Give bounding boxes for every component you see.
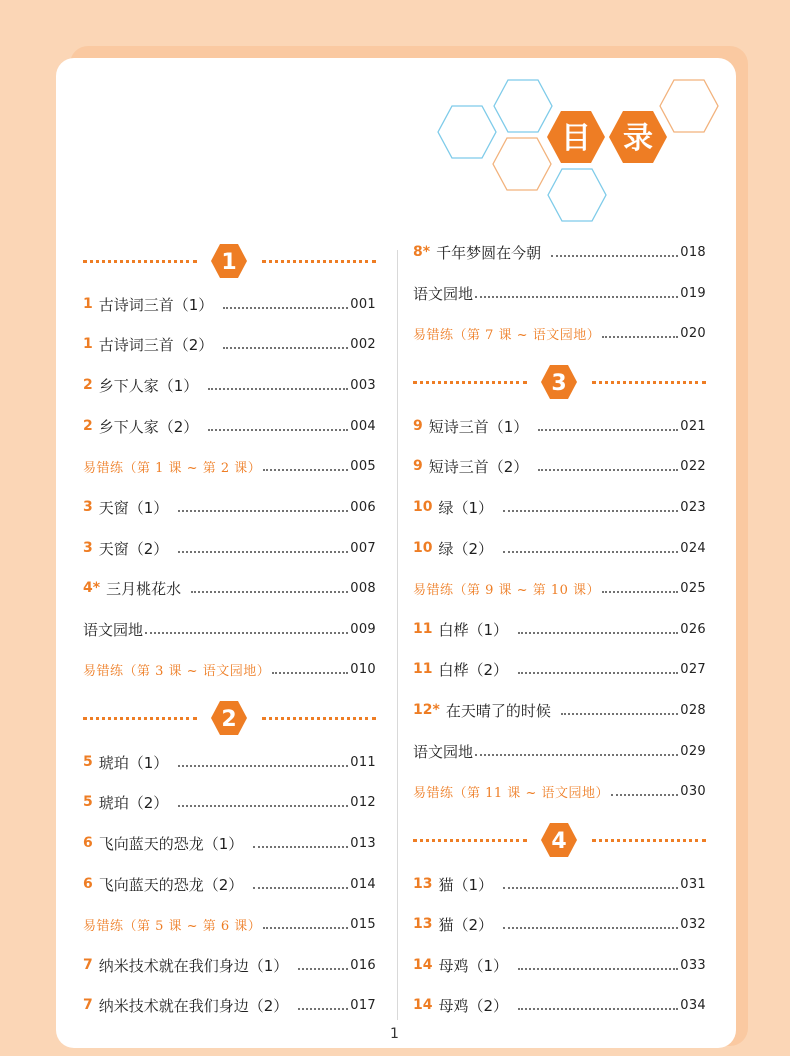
- lesson-title: 三月桃花水: [106, 579, 182, 598]
- lesson-title: 千年梦圆在今朝: [436, 243, 542, 262]
- toc-entry[interactable]: [83, 993, 376, 1017]
- page-number: 014: [350, 876, 376, 892]
- page-number: 022: [680, 458, 706, 474]
- page-number: 023: [680, 499, 706, 515]
- practice-title: 易错练（第 3 课 ~ 语文园地）: [83, 663, 271, 679]
- toc-entry[interactable]: [83, 617, 376, 641]
- toc-entry[interactable]: [83, 536, 376, 560]
- leader-dots: [518, 996, 678, 1010]
- hex-outline-icon: [548, 169, 606, 221]
- column-divider: [397, 250, 398, 1020]
- page-number: 019: [680, 285, 706, 301]
- page-number: 011: [350, 754, 376, 770]
- lesson-number: 7: [83, 997, 93, 1013]
- unit-badge: [541, 362, 577, 402]
- lesson-number: 5: [83, 754, 93, 770]
- lesson-title: 古诗词三首（2）: [98, 335, 214, 354]
- leader-dots: [272, 660, 348, 674]
- hex-outline-icon: [494, 80, 552, 132]
- toc-practice-entry[interactable]: [83, 454, 376, 478]
- lesson-number: 10: [413, 499, 433, 515]
- leader-dots: [518, 620, 678, 634]
- hex-outline-icon: [438, 106, 496, 158]
- lesson-title: 母鸡（2）: [438, 996, 509, 1015]
- page-number: 025: [680, 580, 706, 596]
- lesson-title: 纳米技术就在我们身边（2）: [98, 996, 289, 1015]
- page-number: 002: [350, 336, 376, 352]
- lesson-number: 11: [413, 661, 433, 677]
- leader-dots: [178, 753, 348, 767]
- page-number: 004: [350, 418, 376, 434]
- leader-dots: [503, 875, 678, 889]
- leader-dots: [538, 417, 678, 431]
- lesson-number: 6: [83, 876, 93, 892]
- lesson-title: 琥珀（1）: [98, 753, 169, 772]
- lesson-number: 5: [83, 794, 93, 810]
- leader-dots: [263, 457, 348, 471]
- leader-dots: [223, 295, 348, 309]
- page-number: 015: [350, 916, 376, 932]
- unit-divider-line: [592, 839, 706, 842]
- page-number: 034: [680, 997, 706, 1013]
- lesson-number: 2: [83, 377, 93, 393]
- leader-dots: [263, 915, 348, 929]
- unit-number: 3: [551, 371, 567, 396]
- lesson-title: 在天晴了的时候: [445, 701, 551, 720]
- lesson-number: 11: [413, 621, 433, 637]
- toc-entry[interactable]: [83, 750, 376, 774]
- toc-practice-entry[interactable]: [83, 912, 376, 936]
- lesson-number: 14: [413, 997, 433, 1013]
- practice-title: 易错练（第 11 课 ~ 语文园地）: [413, 785, 609, 801]
- leader-dots: [518, 660, 678, 674]
- leader-dots: [178, 793, 348, 807]
- page-number: 033: [680, 957, 706, 973]
- page-number: 007: [350, 540, 376, 556]
- lesson-title: 白桦（1）: [438, 620, 509, 639]
- lesson-title: 琥珀（2）: [98, 793, 169, 812]
- footer-page-number: 1: [390, 1026, 399, 1042]
- hex-outline-icon: [493, 138, 551, 190]
- unit-divider-line: [592, 381, 706, 384]
- toc-entry[interactable]: [83, 831, 376, 855]
- lesson-number: 9: [413, 418, 423, 434]
- lesson-title: 乡下人家（2）: [98, 417, 199, 436]
- lesson-title: 纳米技术就在我们身边（1）: [98, 956, 289, 975]
- lesson-title: 短诗三首（1）: [428, 417, 529, 436]
- leader-dots: [561, 701, 678, 715]
- leader-dots: [551, 243, 678, 257]
- unit-badge: [211, 241, 247, 281]
- lesson-title: 绿（1）: [438, 498, 494, 517]
- toc-entry[interactable]: [83, 576, 376, 600]
- toc-entry[interactable]: [413, 536, 706, 560]
- page-number: 028: [680, 702, 706, 718]
- page-number: 012: [350, 794, 376, 810]
- leader-dots: [145, 620, 348, 634]
- unit-divider-line: [413, 839, 527, 842]
- unit-header-1: [83, 241, 376, 281]
- toc-entry[interactable]: [83, 292, 376, 316]
- leader-dots: [298, 956, 348, 970]
- leader-dots: [518, 956, 678, 970]
- leader-dots: [602, 324, 678, 338]
- toc-entry[interactable]: [413, 657, 706, 681]
- lesson-number: 14: [413, 957, 433, 973]
- leader-dots: [298, 996, 348, 1010]
- leader-dots: [602, 579, 678, 593]
- leader-dots: [223, 335, 348, 349]
- toc-entry[interactable]: [413, 617, 706, 641]
- toc-entry[interactable]: [413, 454, 706, 478]
- lesson-number: 7: [83, 957, 93, 973]
- page-number: 031: [680, 876, 706, 892]
- toc-entry[interactable]: [413, 414, 706, 438]
- lesson-number: 1: [83, 336, 93, 352]
- lesson-number: 10: [413, 540, 433, 556]
- practice-title: 易错练（第 5 课 ~ 第 6 课）: [83, 918, 262, 934]
- practice-title: 易错练（第 1 课 ~ 第 2 课）: [83, 460, 262, 476]
- unit-divider-line: [83, 260, 197, 263]
- page-number: 008: [350, 580, 376, 596]
- unit-divider-line: [262, 717, 376, 720]
- page-number: 016: [350, 957, 376, 973]
- unit-divider-line: [262, 260, 376, 263]
- page-number: 027: [680, 661, 706, 677]
- toc-entry[interactable]: [83, 332, 376, 356]
- page-number: 020: [680, 325, 706, 341]
- lesson-number: 3: [83, 540, 93, 556]
- toc-entry[interactable]: [413, 240, 706, 264]
- lesson-title: 白桦（2）: [438, 660, 509, 679]
- toc-entry[interactable]: [83, 953, 376, 977]
- unit-badge: [541, 820, 577, 860]
- toc-practice-entry[interactable]: [413, 779, 706, 803]
- lesson-number: 2: [83, 418, 93, 434]
- toc-practice-entry[interactable]: [413, 321, 706, 345]
- lesson-title: 飞向蓝天的恐龙（1）: [98, 834, 244, 853]
- toc-entry[interactable]: [413, 953, 706, 977]
- title-char-2: 录: [623, 121, 653, 156]
- leader-dots: [538, 457, 678, 471]
- lesson-title: 语文园地: [83, 620, 144, 639]
- toc-entry[interactable]: [413, 495, 706, 519]
- page-number: 029: [680, 743, 706, 759]
- lesson-title: 乡下人家（1）: [98, 376, 199, 395]
- leader-dots: [475, 742, 678, 756]
- toc-practice-entry[interactable]: [413, 576, 706, 600]
- header-hexagon-decoration: [0, 0, 790, 260]
- page-number: 003: [350, 377, 376, 393]
- unit-number: 1: [221, 250, 237, 275]
- lesson-title: 猫（1）: [438, 875, 494, 894]
- lesson-title: 短诗三首（2）: [428, 457, 529, 476]
- page-number: 010: [350, 661, 376, 677]
- lesson-number: 6: [83, 835, 93, 851]
- page-number: 021: [680, 418, 706, 434]
- leader-dots: [178, 498, 348, 512]
- leader-dots: [208, 376, 348, 390]
- unit-number: 4: [551, 829, 567, 854]
- toc-entry[interactable]: [413, 872, 706, 896]
- lesson-title: 天窗（2）: [98, 539, 169, 558]
- lesson-title: 天窗（1）: [98, 498, 169, 517]
- lesson-title: 飞向蓝天的恐龙（2）: [98, 875, 244, 894]
- lesson-number: 9: [413, 458, 423, 474]
- page-number: 005: [350, 458, 376, 474]
- lesson-title: 猫（2）: [438, 915, 494, 934]
- unit-badge: [211, 698, 247, 738]
- lesson-number: 13: [413, 916, 433, 932]
- lesson-title: 古诗词三首（1）: [98, 295, 214, 314]
- leader-dots: [503, 498, 678, 512]
- unit-number: 2: [221, 707, 237, 732]
- unit-divider-line: [83, 717, 197, 720]
- practice-title: 易错练（第 9 课 ~ 第 10 课）: [413, 582, 600, 598]
- page-number: 018: [680, 244, 706, 260]
- leader-dots: [503, 915, 678, 929]
- toc-practice-entry[interactable]: [83, 657, 376, 681]
- leader-dots: [503, 539, 678, 553]
- lesson-number: 3: [83, 499, 93, 515]
- toc-entry[interactable]: [83, 495, 376, 519]
- page-number: 006: [350, 499, 376, 515]
- unit-divider-line: [413, 381, 527, 384]
- toc-entry[interactable]: [413, 993, 706, 1017]
- lesson-number: 8*: [413, 244, 431, 260]
- page-number: 017: [350, 997, 376, 1013]
- toc-entry[interactable]: [83, 790, 376, 814]
- toc-entry[interactable]: [413, 281, 706, 305]
- toc-entry[interactable]: [413, 739, 706, 763]
- leader-dots: [253, 875, 348, 889]
- lesson-number: 4*: [83, 580, 101, 596]
- practice-title: 易错练（第 7 课 ~ 语文园地）: [413, 327, 601, 343]
- lesson-title: 绿（2）: [438, 539, 494, 558]
- leader-dots: [208, 417, 348, 431]
- toc-entry[interactable]: [83, 373, 376, 397]
- toc-entry[interactable]: [83, 872, 376, 896]
- leader-dots: [253, 834, 348, 848]
- title-char-1: 目: [561, 121, 591, 156]
- page-number: 013: [350, 835, 376, 851]
- lesson-title: 母鸡（1）: [438, 956, 509, 975]
- leader-dots: [178, 539, 348, 553]
- lesson-number: 13: [413, 876, 433, 892]
- unit-header-2: [83, 698, 376, 738]
- page-number: 032: [680, 916, 706, 932]
- page-number: 009: [350, 621, 376, 637]
- lesson-title: 语文园地: [413, 284, 474, 303]
- page-number: 001: [350, 296, 376, 312]
- page-number: 030: [680, 783, 706, 799]
- toc-entry[interactable]: [413, 698, 706, 722]
- toc-entry[interactable]: [83, 414, 376, 438]
- lesson-number: 12*: [413, 702, 440, 718]
- toc-entry[interactable]: [413, 912, 706, 936]
- leader-dots: [475, 284, 678, 298]
- page-number: 024: [680, 540, 706, 556]
- lesson-title: 语文园地: [413, 742, 474, 761]
- leader-dots: [611, 782, 678, 796]
- leader-dots: [191, 579, 348, 593]
- unit-header-3: [413, 362, 706, 402]
- hex-outline-icon: [660, 80, 718, 132]
- unit-header-4: [413, 820, 706, 860]
- lesson-number: 1: [83, 296, 93, 312]
- page-number: 026: [680, 621, 706, 637]
